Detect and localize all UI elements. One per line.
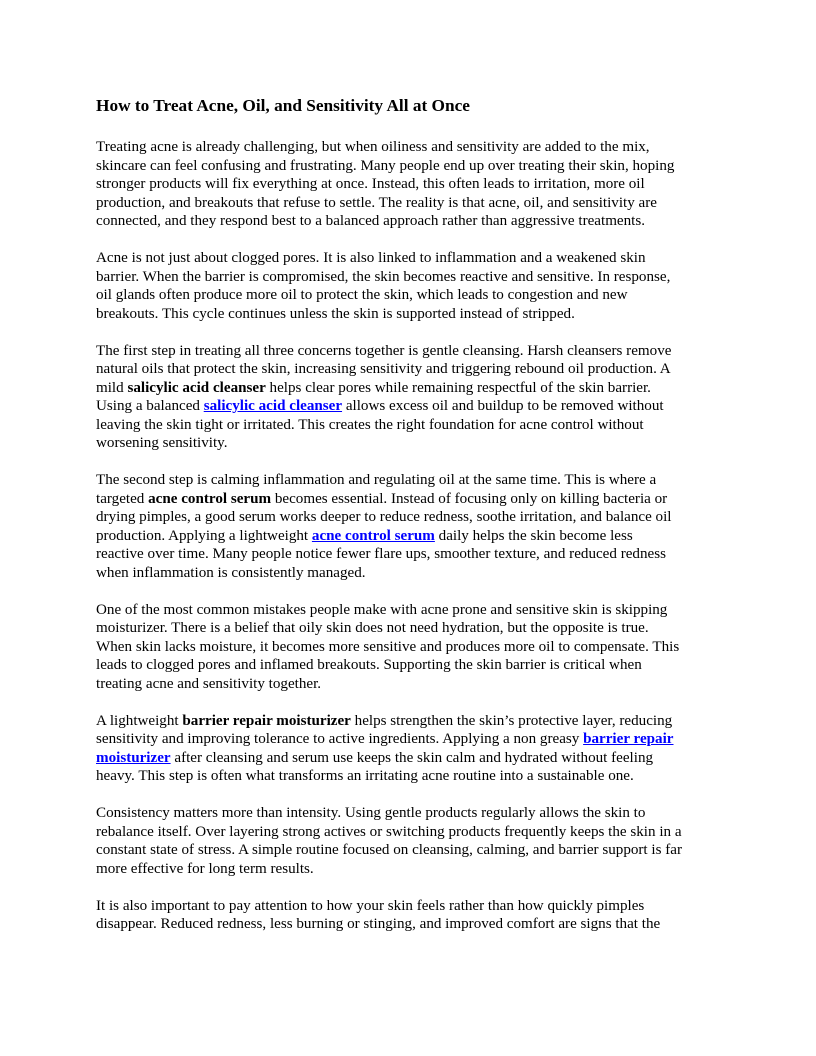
text-line: production, and breakouts that refuse to settle. The reality is that acne, oil, and sensitivity are: [96, 194, 657, 211]
text-run: mild: [96, 379, 128, 396]
text-line: when inflammation is consistently managed.: [96, 564, 366, 581]
text-line: Consistency matters more than intensity. Using gentle products regularly allows the skin to: [96, 805, 646, 821]
text-run: sensitivity and improving tolerance to active ingredients. Applying a non greasy: [96, 731, 584, 747]
text-line: skincare can feel confusing and frustrating. Many people end up over treating their skin, hoping: [96, 157, 675, 174]
text-line: It is also important to pay attention to how your skin feels rather than how quickly pimples: [96, 897, 645, 914]
salicylic-acid-cleanser-link[interactable]: salicylic acid cleanser: [203, 398, 343, 414]
text-line: disappear. Reduced redness, less burning or stinging, and improved comfort are signs that the: [96, 916, 661, 932]
text-line: heavy. This step is often what transforms an irritating acne routine into a sustainable one.: [96, 768, 634, 784]
text-run: helps strengthen the skin’s protective layer, reducing: [350, 712, 673, 729]
text-line: moisturizer. There is a belief that oily skin does not need hydration, but the opposite is true.: [96, 620, 649, 636]
barrier-repair-moisturizer-link-cont[interactable]: moisturizer: [96, 749, 171, 766]
text-line: leaving the skin tight or irritated. This creates the right foundation for acne control without: [96, 416, 644, 433]
text-line: worsening sensitivity.: [96, 435, 228, 451]
text-line: breakouts. This cycle continues unless the skin is supported instead of stripped.: [96, 305, 575, 322]
text-run: A lightweight: [96, 712, 183, 729]
text-line: drying pimples, a good serum works deeper to reduce redness, soothe irritation, and balance oil: [96, 509, 672, 525]
text-line: reactive over time. Many people notice fewer flare ups, smoother texture, and reduced redness: [96, 546, 666, 562]
bold-keyword: salicylic acid cleanser: [127, 379, 266, 396]
bold-keyword: acne control serum: [148, 490, 272, 507]
text-line: [96, 527, 726, 546]
text-run: Using a balanced: [96, 398, 204, 414]
document-page: [96, 96, 726, 952]
text-line: connected, and they respond best to a balanced approach rather than aggressive treatments.: [96, 213, 646, 229]
text-line: Acne is not just about clogged pores. It is also linked to inflammation and a weakened skin: [96, 250, 646, 266]
text-line: stronger products will fix everything at once. Instead, this often leads to irritation, more oil: [96, 176, 645, 192]
text-run: targeted: [96, 490, 149, 507]
paragraph-skin-feel: [96, 897, 726, 934]
text-run: production. Applying a lightweight: [96, 527, 312, 544]
text-line: constant state of stress. A simple routine focused on cleansing, calming, and barrier support is far: [96, 842, 682, 858]
paragraph-barrier-repair: [96, 712, 726, 786]
text-line: The second step is calming inflammation and regulating oil at the same time. This is where a: [96, 472, 657, 488]
text-line: [96, 749, 726, 768]
paragraph-cleansing: [96, 342, 726, 453]
text-line: [96, 397, 726, 416]
paragraph-intro: [96, 138, 726, 231]
barrier-repair-moisturizer-link[interactable]: barrier repair: [583, 731, 674, 747]
text-line: barrier. When the barrier is compromised, the skin becomes reactive and sensitive. In response,: [96, 268, 671, 285]
article-title: How to Treat Acne, Oil, and Sensitivity All at Once: [96, 96, 470, 115]
text-line: [96, 490, 726, 509]
text-line: When skin lacks moisture, it becomes more sensitive and produces more oil to compensate. This: [96, 638, 680, 655]
text-run: after cleansing and serum use keeps the skin calm and hydrated without feeling: [170, 749, 654, 766]
text-run: becomes essential. Instead of focusing only on killing bacteria or: [271, 490, 668, 507]
acne-control-serum-link[interactable]: acne control serum: [311, 527, 435, 544]
text-line: [96, 730, 726, 749]
text-line: [96, 379, 726, 398]
text-run: helps clear pores while remaining respectful of the skin barrier.: [265, 379, 651, 396]
paragraph-consistency: [96, 804, 726, 878]
paragraph-serum: [96, 471, 726, 582]
text-line: oil glands often produce more oil to protect the skin, which leads to congestion and new: [96, 287, 628, 303]
text-line: leads to clogged pores and inflamed breakouts. Supporting the skin barrier is critical when: [96, 657, 642, 673]
text-line: The first step in treating all three concerns together is gentle cleansing. Harsh cleansers remove: [96, 342, 672, 359]
text-line: Treating acne is already challenging, but when oiliness and sensitivity are added to the mix,: [96, 139, 650, 155]
text-line: One of the most common mistakes people make with acne prone and sensitive skin is skipping: [96, 601, 668, 618]
bold-keyword: barrier repair moisturizer: [182, 712, 351, 729]
paragraph-moisturizer-mistake: [96, 601, 726, 694]
paragraph-acne-causes: [96, 249, 726, 323]
text-run: daily helps the skin become less: [434, 527, 633, 544]
text-line: more effective for long term results.: [96, 860, 314, 877]
text-line: [96, 712, 726, 731]
text-run: allows excess oil and buildup to be removed without: [342, 398, 664, 414]
text-line: treating acne and sensitivity together.: [96, 675, 322, 692]
text-line: natural oils that protect the skin, increasing sensitivity and triggering rebound oil production. A: [96, 361, 671, 377]
text-line: rebalance itself. Over layering strong actives or switching products frequently keeps the skin in a: [96, 823, 682, 840]
